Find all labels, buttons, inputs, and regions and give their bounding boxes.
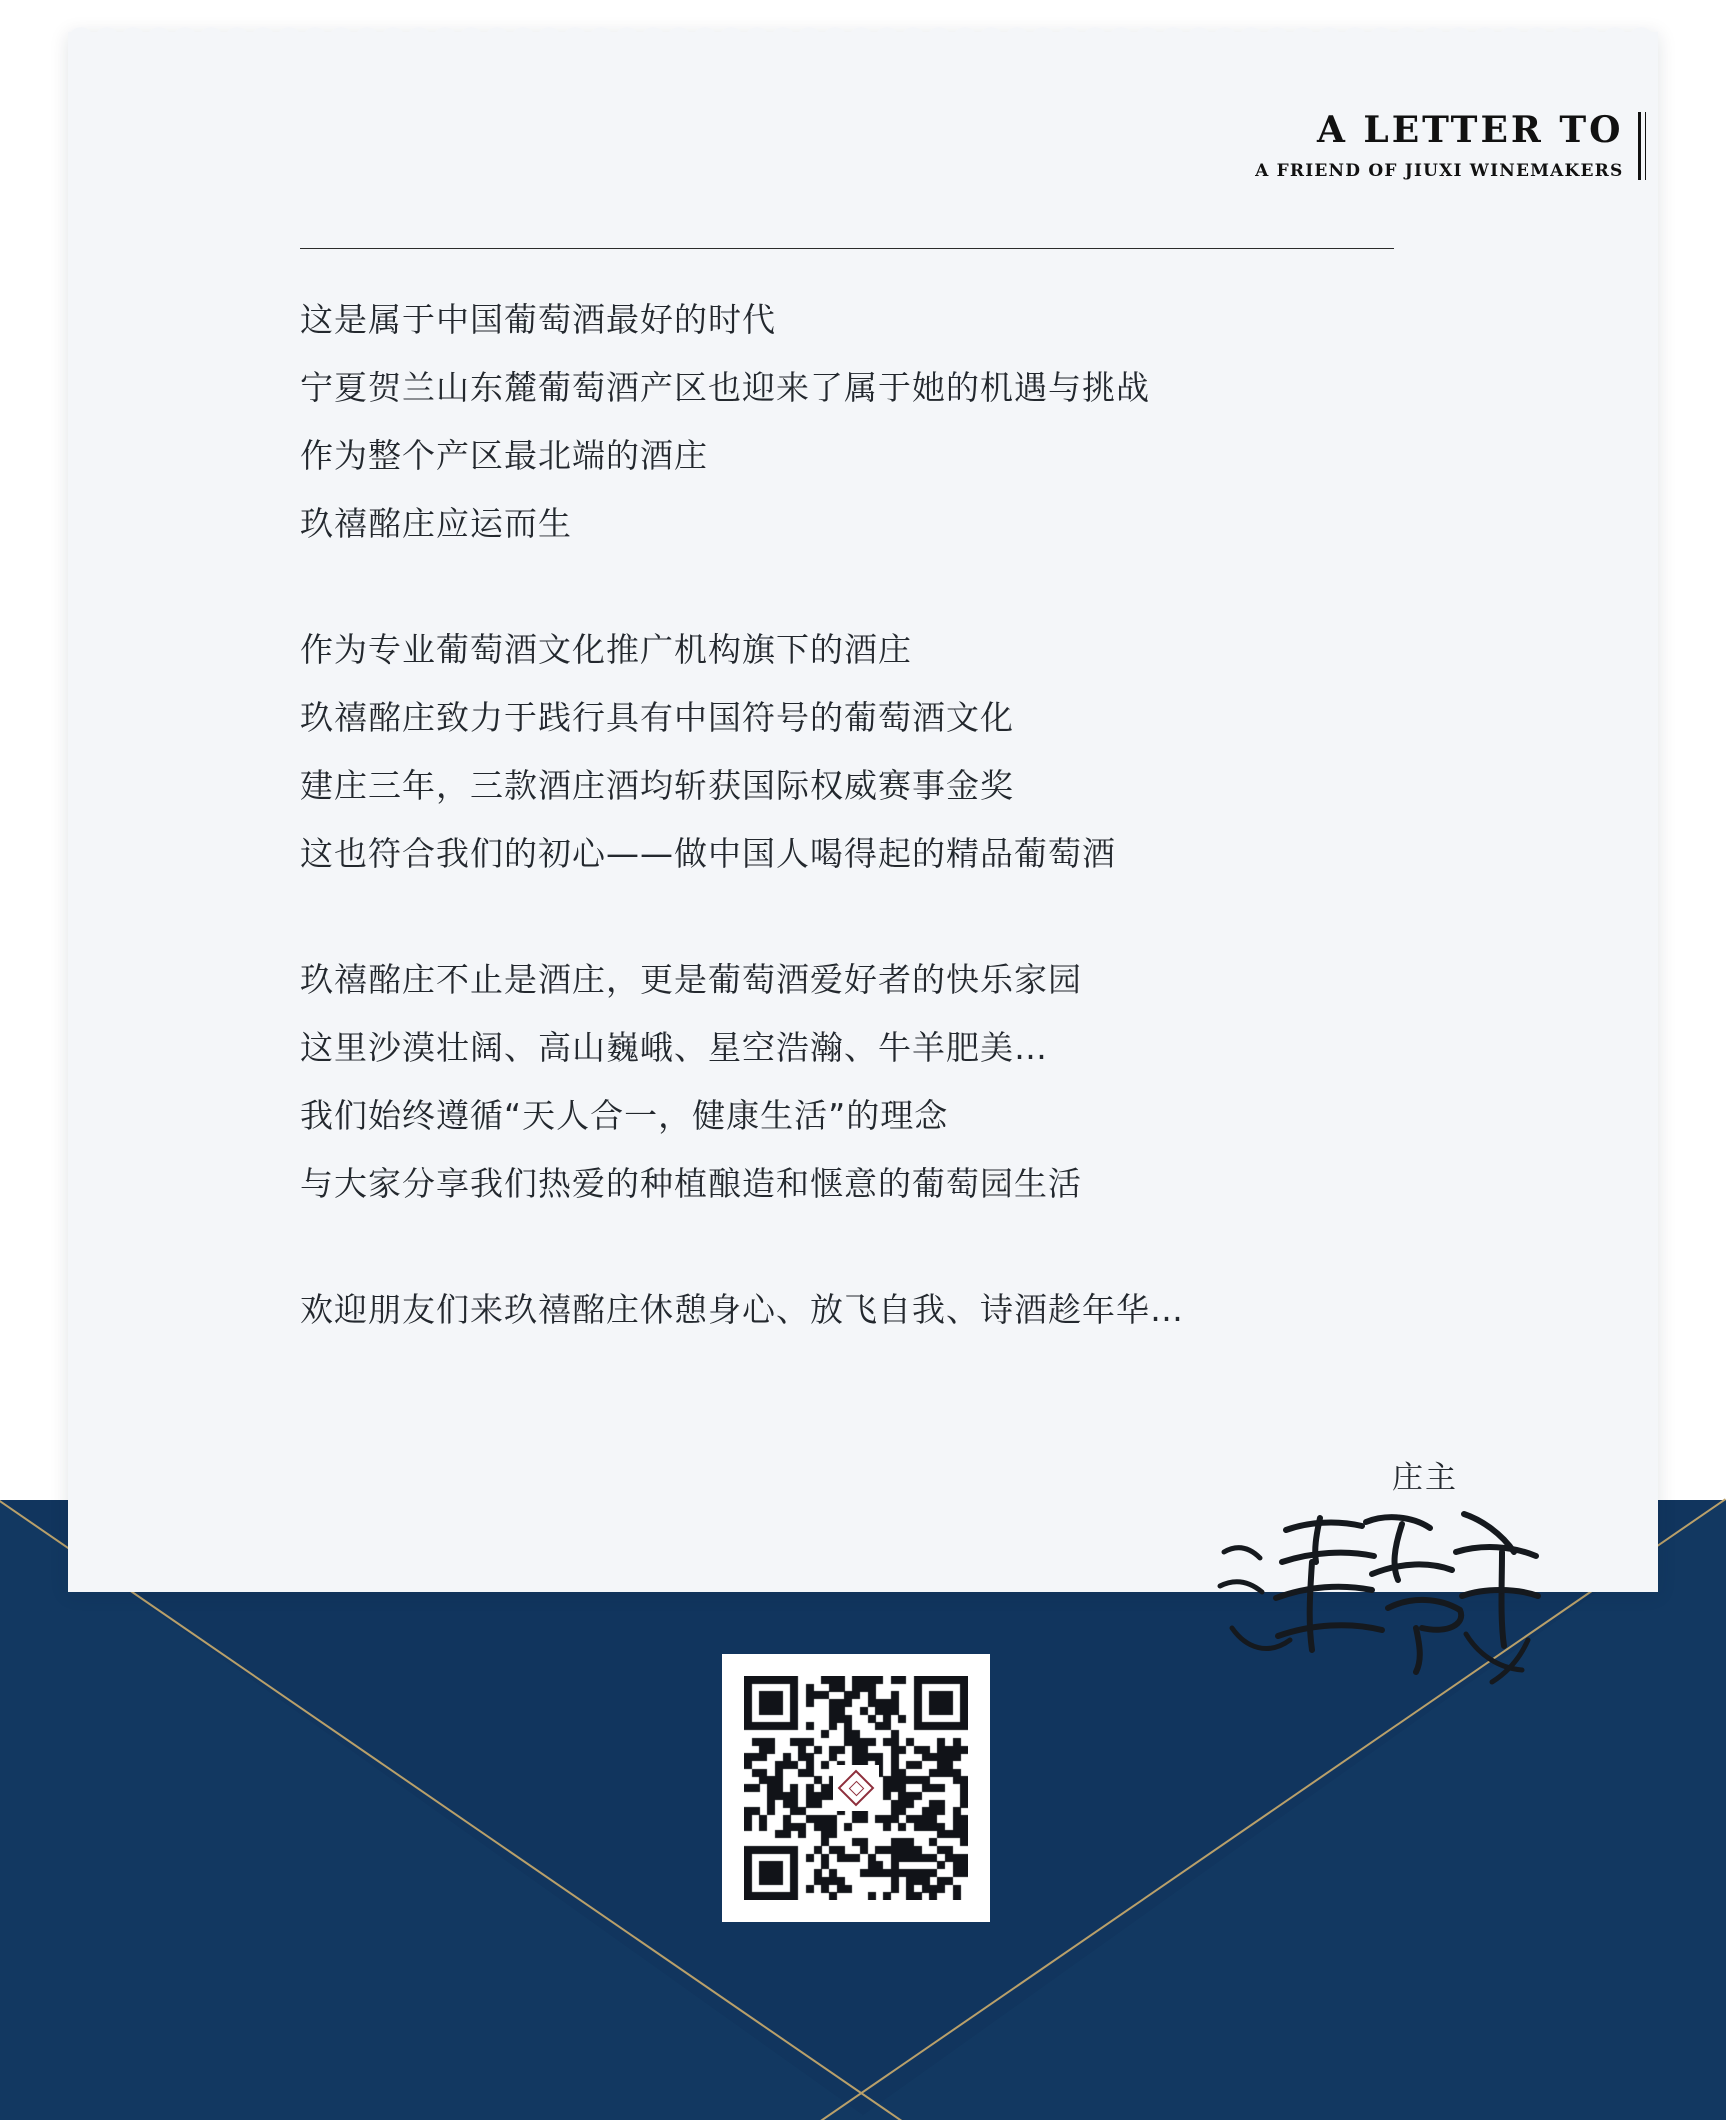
letter-line: 作为整个产区最北端的酒庄 <box>300 436 708 475</box>
letter-line: 与大家分享我们热爱的种植酿造和惬意的葡萄园生活 <box>300 1164 1082 1203</box>
letter-header <box>1255 110 1646 181</box>
page-subtitle: A FRIEND OF JIUXI WINEMAKERS <box>1255 161 1624 182</box>
signature-handwriting <box>1216 1500 1546 1690</box>
letter-line: 这也符合我们的初心——做中国人喝得起的精品葡萄酒 <box>300 834 1116 873</box>
header-divider <box>300 248 1394 249</box>
letter-line: 欢迎朋友们来玖禧酩庄休憩身心、放飞自我、诗酒趁年华… <box>300 1290 1184 1329</box>
letter-line: 作为专业葡萄酒文化推广机构旗下的酒庄 <box>300 630 912 669</box>
letter-line: 这是属于中国葡萄酒最好的时代 <box>300 300 776 339</box>
letter-line: 这里沙漠壮阔、高山巍峨、星空浩瀚、牛羊肥美… <box>300 1028 1048 1067</box>
sheet-scalloped-edge <box>68 14 1658 40</box>
letter-paragraph <box>300 286 1460 558</box>
letter-line: 玖禧酩庄不止是酒庄，更是葡萄酒爱好者的快乐家园 <box>300 960 1082 999</box>
qr-center-logo <box>833 1765 879 1811</box>
signature-label: 庄主 <box>1392 1460 1458 1496</box>
letter-line: 我们始终遵循“天人合一，健康生活”的理念 <box>300 1096 949 1135</box>
letter-body <box>300 286 1460 1344</box>
letter-paragraph <box>300 1276 1460 1344</box>
letter-line: 建庄三年，三款酒庄酒均斩获国际权威赛事金奖 <box>300 766 1014 805</box>
letter-line: 玖禧酩庄应运而生 <box>300 504 572 543</box>
letter-paragraph <box>300 616 1460 888</box>
letter-line: 玖禧酩庄致力于践行具有中国符号的葡萄酒文化 <box>300 698 1014 737</box>
letter-paragraph <box>300 946 1460 1218</box>
letter-line: 宁夏贺兰山东麓葡萄酒产区也迎来了属于她的机遇与挑战 <box>300 368 1150 407</box>
double-bar-icon <box>1638 110 1647 181</box>
qr-code[interactable] <box>722 1654 990 1922</box>
page-title: A LETTER TO <box>1316 109 1624 151</box>
